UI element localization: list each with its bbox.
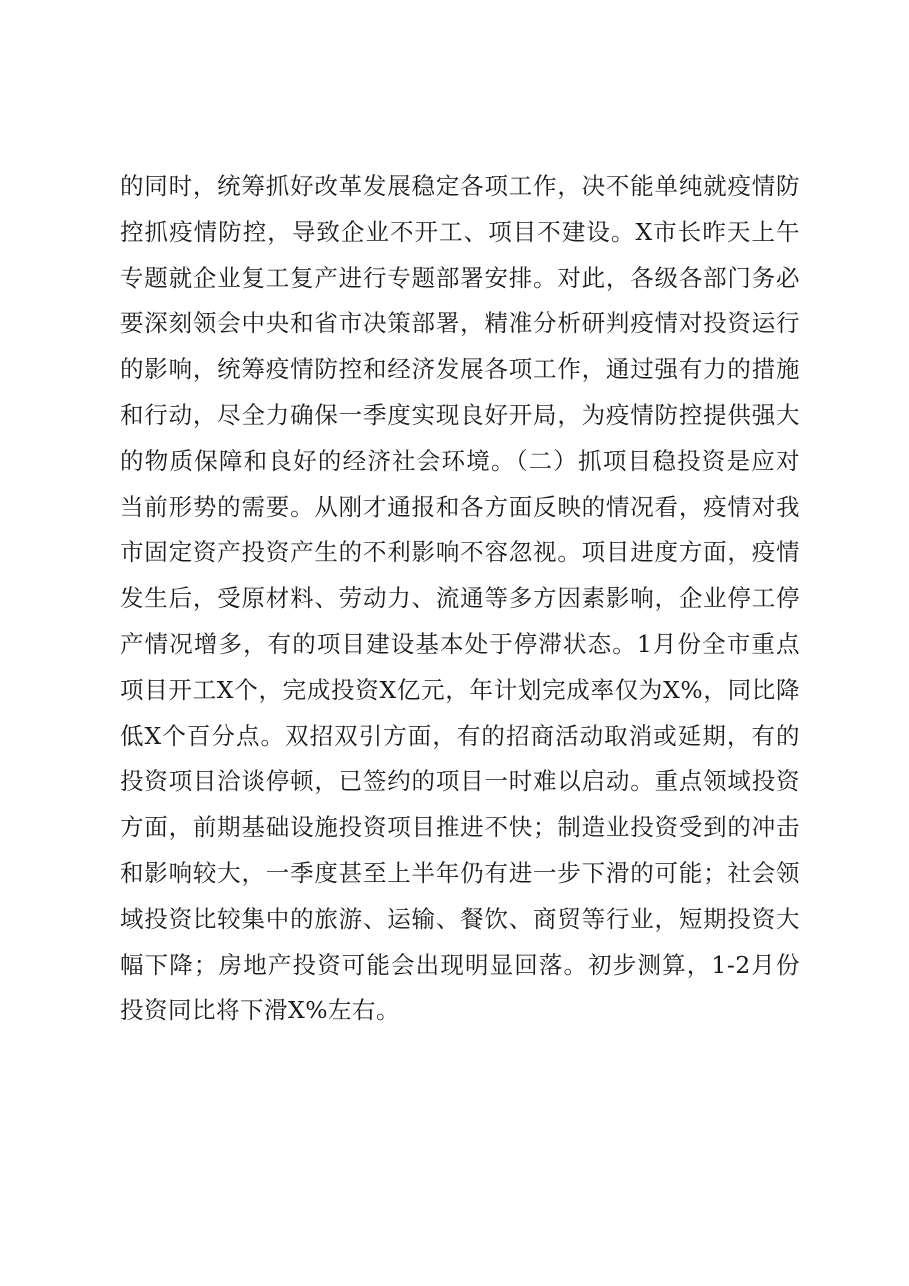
body-paragraph: 的同时，统筹抓好改革发展稳定各项工作，决不能单纯就疫情防控抓疫情防控，导致企业不开工、项目不建设。X市长昨天上午专题就企业复工复产进行专题部署安排。对此，各级各部门务必要深刻领会中央和省市决策部署，精准分析研判疫情对投资运行的影响，统筹疫情防控和经济发展各项工作，通过强有力的措施和行动，尽全力确保一季度实现良好开局，为疫情防控提供强大的物质保障和良好的经济社会环境。（二）抓项目稳投资是应对当前形势的需要。从刚才通报和各方面反映的情况看，疫情对我市固定资产投资产生的不利影响不容忽视。项目进度方面，疫情发生后，受原材料、劳动力、流通等多方因素影响，企业停工停产情况增多，有的项目建设基本处于停滞状态。1月份全市重点项目开工X个，完成投资X亿元，年计划完成率仅为X%，同比降低X个百分点。双招双引方面，有的招商活动取消或延期，有的投资项目洽谈停顿，已签约的项目一时难以启动。重点领域投资方面，前期基础设施投资项目推进不快；制造业投资受到的冲击和影响较大，一季度甚至上半年仍有进一步下滑的可能；社会领域投资比较集中的旅游、运输、餐饮、商贸等行业，短期投资大幅下降；房地产投资可能会出现明显回落。初步测算，1-2月份投资同比将下滑X%左右。	[120, 172, 800, 1025]
